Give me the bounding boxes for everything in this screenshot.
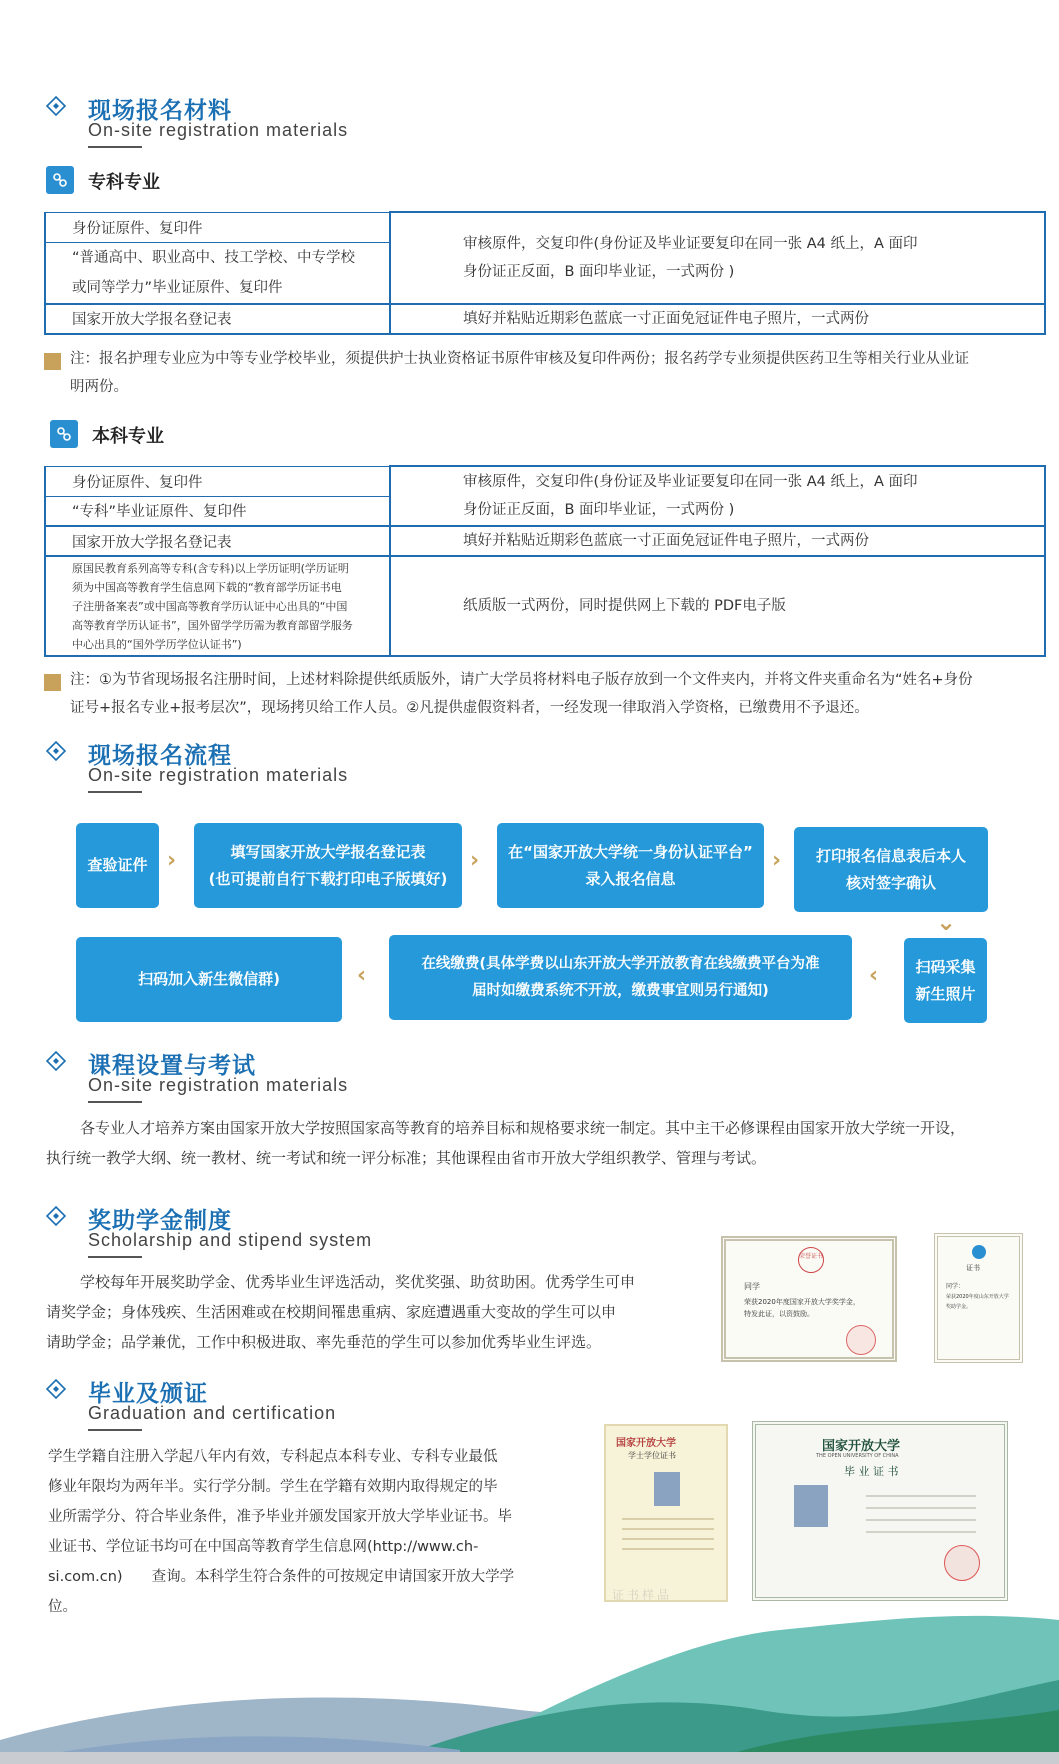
section-title-courses-exams: 课程设置与考试 bbox=[88, 1053, 256, 1079]
flow-step-check-id: 查验证件 bbox=[76, 823, 159, 908]
graduation-paragraph: 学生学籍自注册入学起八年内有效，专科起点本科专业、专科专业最低 修业年限均为两年半。实行学分制。学生在学籍有效期内取得规定的毕 业所需学分、符合毕业条件，准予毕业并颁发国家开放大学毕业证书。毕 业证书、学位证书均可在中国高等教育学生信息网(http://www.ch- si.com.cn) 查询。本科学生符合条件的可按规定申请国家开放大学学 位。 bbox=[48, 1449, 515, 1615]
table-cell: 国家开放大学报名登记表 bbox=[45, 526, 390, 556]
table-cell: 身份证原件、复印件 bbox=[45, 212, 390, 242]
section-subtitle-en: Graduation and certification bbox=[88, 1403, 337, 1423]
section-underline bbox=[88, 146, 142, 148]
arrow-left-icon: ‹ bbox=[869, 963, 879, 988]
degree-certificate-image: 国家开放大学 学士学位证书 bbox=[604, 1424, 728, 1602]
arrow-right-icon: › bbox=[772, 848, 782, 873]
logo-icon bbox=[972, 1245, 986, 1259]
arrow-left-icon: ‹ bbox=[357, 963, 367, 988]
section-underline bbox=[88, 791, 142, 793]
list-icon bbox=[46, 166, 74, 194]
table-cell-paper-rule: 纸质版一式两份，同时提供网上下载的 PDF电子版 bbox=[390, 556, 1045, 656]
table-cell-review-rule: 审核原件，交复印件(身份证及毕业证要复印在同一张 A4 纸上，A 面印 身份证正反面，B 面印毕业证，一式两份 ) bbox=[390, 212, 1045, 304]
arrow-right-icon: › bbox=[167, 848, 177, 873]
section-title-graduation: 毕业及颁证 bbox=[88, 1381, 208, 1407]
table-cell: 身份证原件、复印件 bbox=[45, 466, 390, 496]
flow-step-online-payment: 在线缴费(具体学费以山东开放大学开放教育在线缴费平台为准 届时如缴费系统不开放，缴费事宜则另行通知) bbox=[389, 935, 852, 1020]
section-title-registration-process: 现场报名流程 bbox=[88, 743, 232, 769]
flow-step-enter-info: 在“国家开放大学统一身份认证平台” 录入报名信息 bbox=[497, 823, 764, 908]
undergraduate-materials-table bbox=[44, 465, 1046, 657]
section-underline bbox=[88, 1101, 142, 1103]
table-cell: 国家开放大学报名登记表 bbox=[45, 304, 390, 334]
blurred-photo bbox=[794, 1485, 828, 1527]
diamond-icon bbox=[44, 1204, 68, 1228]
stipend-certificate-image: 证书 同学： 荣获2020年度山东开放大学 奖助学金。 bbox=[934, 1233, 1023, 1363]
decorative-waves bbox=[0, 1580, 1059, 1764]
seal-stamp: 荣誉证书 bbox=[798, 1247, 824, 1273]
watermark-text: 证书样品 bbox=[612, 1588, 673, 1602]
section-title-registration-materials: 现场报名材料 bbox=[88, 98, 232, 124]
table-cell: “普通高中、职业高中、技工学校、中专学校 或同等学力”毕业证原件、复印件 bbox=[45, 242, 390, 304]
table-cell-photo-rule: 填好并粘贴近期彩色蓝底一寸正面免冠证件电子照片，一式两份 bbox=[390, 526, 1045, 556]
flow-step-fill-form: 填写国家开放大学报名登记表 (也可提前自行下载打印电子版填好) bbox=[194, 823, 462, 908]
section-subtitle-en: On-site registration materials bbox=[88, 765, 349, 785]
note-text: 注：①为节省现场报名注册时间，上述材料除提供纸质版外，请广大学员将材料电子版存放到一个文件夹内，并将文件夹重命名为“姓名+身份 证号+报名专业+报考层次”，现场拷贝给工作人员。②凡提供虚假资料者，一经发现一律取消入学资格，已缴费用不予退还。 bbox=[70, 672, 973, 716]
scholarship-paragraph: 学校每年开展奖助学金、优秀毕业生评选活动，奖优奖强、助贫助困。优秀学生可申 请奖学金；身体残疾、生活困难或在校期间罹患重病、家庭遭遇重大变故的学生可以申 请助学金；品学兼优，工作中积极进取、率先垂范的学生可以参加优秀毕业生评选。 bbox=[46, 1273, 636, 1351]
arrow-down-icon: ⌄ bbox=[936, 908, 957, 936]
table-cell-photo-rule: 填好并粘贴近期彩色蓝底一寸正面免冠证件电子照片，一式两份 bbox=[390, 304, 1045, 334]
flow-step-photo-capture: 扫码采集 新生照片 bbox=[904, 938, 987, 1023]
table-cell: “专科”毕业证原件、复印件 bbox=[45, 496, 390, 526]
subsection-title-undergraduate: 本科专业 bbox=[92, 426, 164, 447]
section-title-scholarship: 奖助学金制度 bbox=[88, 1208, 232, 1234]
red-seal bbox=[944, 1545, 980, 1581]
scholarship-certificate-image: 荣誉证书 同学 荣获2020年度国家开放大学奖学金， 特发此证，以资鼓励。 bbox=[721, 1236, 897, 1362]
section-subtitle-en: On-site registration materials bbox=[88, 120, 349, 140]
diamond-icon bbox=[44, 739, 68, 763]
section-underline bbox=[88, 1256, 142, 1258]
note-marker bbox=[44, 674, 61, 691]
flow-step-print-confirm: 打印报名信息表后本人 核对签字确认 bbox=[794, 827, 988, 912]
section-subtitle-en: On-site registration materials bbox=[88, 1075, 349, 1095]
blurred-photo bbox=[654, 1472, 680, 1506]
courses-paragraph: 各专业人才培养方案由国家开放大学按照国家高等教育的培养目标和规格要求统一制定。其中主干必修课程由国家开放大学统一开设， 执行统一教学大纲、统一教材、统一考试和统一评分标准；其他课程由省市开放大学组织教学、管理与考试。 bbox=[46, 1119, 966, 1167]
subsection-title-junior-college: 专科专业 bbox=[88, 172, 160, 193]
section-subtitle-en: Scholarship and stipend system bbox=[88, 1230, 373, 1250]
junior-college-materials-table bbox=[44, 211, 1046, 335]
table-cell-diploma-proof: 原国民教育系列高等专科(含专科)以上学历证明(学历证明 须为中国高等教育学生信息网下载的“教育部学历证书电 子注册备案表”或中国高等教育学历认证中心出具的“中国 高等教育学历认证书”，国外留学学历需为教育部留学服务 中心出具的“国外学历学位认证书”) bbox=[45, 556, 390, 656]
section-underline bbox=[88, 1429, 142, 1431]
note-marker bbox=[44, 353, 61, 370]
note-text: 注：报名护理专业应为中等专业学校毕业，须提供护士执业资格证书原件审核及复印件两份；报名药学专业须提供医药卫生等相关行业从业证 明两份。 bbox=[70, 351, 969, 395]
diamond-icon bbox=[44, 1049, 68, 1073]
red-seal bbox=[846, 1325, 876, 1355]
diamond-icon bbox=[44, 1377, 68, 1401]
diamond-icon bbox=[44, 94, 68, 118]
list-icon bbox=[50, 420, 78, 448]
arrow-right-icon: › bbox=[470, 848, 480, 873]
graduation-certificate-image: 国家开放大学 THE OPEN UNIVERSITY OF CHINA 毕 业 证 书 bbox=[752, 1421, 1008, 1601]
table-cell-review-rule: 审核原件，交复印件(身份证及毕业证要复印在同一张 A4 纸上，A 面印 身份证正反面，B 面印毕业证，一式两份 ) bbox=[390, 466, 1045, 526]
flow-step-join-wechat: 扫码加入新生微信群) bbox=[76, 937, 342, 1022]
